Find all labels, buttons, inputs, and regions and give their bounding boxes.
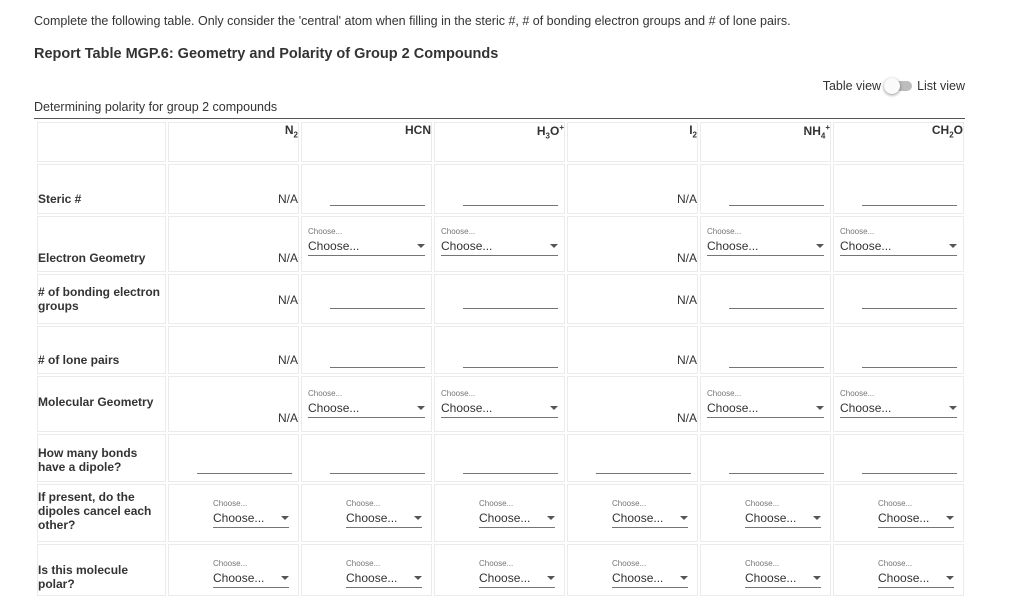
dropdown-arrow-icon xyxy=(550,244,558,248)
dropdown-arrow-icon xyxy=(813,516,821,520)
row-molecular-geometry xyxy=(37,376,964,432)
bonding-groups-input-nh4[interactable] xyxy=(700,274,831,324)
row-label-polar: Is this molecule polar? xyxy=(37,544,166,596)
dipoles-cancel-select-nh4[interactable] xyxy=(700,484,831,542)
dropdown-arrow-icon xyxy=(816,406,824,410)
polar-select-h3o[interactable] xyxy=(434,544,565,596)
row-bonding-groups xyxy=(37,274,964,324)
polar-select-hcn[interactable] xyxy=(301,544,432,596)
row-lone-pairs xyxy=(37,326,964,374)
select-hint: Choose... xyxy=(612,559,647,568)
select-value: Choose... xyxy=(878,511,930,525)
select-value: Choose... xyxy=(213,571,265,585)
select-hint: Choose... xyxy=(441,389,476,398)
dropdown-arrow-icon xyxy=(547,576,555,580)
select-hint: Choose... xyxy=(346,559,381,568)
select-hint: Choose... xyxy=(308,389,343,398)
select-value: Choose... xyxy=(840,239,892,253)
select-hint: Choose... xyxy=(840,389,875,398)
dropdown-arrow-icon xyxy=(417,244,425,248)
bonding-groups-input-ch2o[interactable] xyxy=(833,274,964,324)
dropdown-arrow-icon xyxy=(281,516,289,520)
select-hint: Choose... xyxy=(479,499,514,508)
select-value: Choose... xyxy=(840,401,892,415)
select-value: Choose... xyxy=(479,571,531,585)
select-hint: Choose... xyxy=(707,389,742,398)
select-value: Choose... xyxy=(612,511,664,525)
select-value: Choose... xyxy=(441,239,493,253)
electron-geometry-select-h3o[interactable] xyxy=(434,216,565,272)
na-cell: N/A xyxy=(567,376,698,432)
select-hint: Choose... xyxy=(878,559,913,568)
dipole-bonds-input-ch2o[interactable] xyxy=(833,434,964,482)
dropdown-arrow-icon xyxy=(547,516,555,520)
row-dipole-bonds xyxy=(37,434,964,482)
na-cell: N/A xyxy=(567,216,698,272)
select-value: Choose... xyxy=(707,239,759,253)
electron-geometry-select-ch2o[interactable] xyxy=(833,216,964,272)
dropdown-arrow-icon xyxy=(946,576,954,580)
polar-select-n2[interactable] xyxy=(168,544,299,596)
lone-pairs-input-ch2o[interactable] xyxy=(833,326,964,374)
steric-input-h3o[interactable] xyxy=(434,164,565,214)
select-hint: Choose... xyxy=(707,227,742,236)
select-value: Choose... xyxy=(745,571,797,585)
bonding-groups-input-h3o[interactable] xyxy=(434,274,565,324)
dipole-bonds-input-n2[interactable] xyxy=(168,434,299,482)
lone-pairs-input-nh4[interactable] xyxy=(700,326,831,374)
dropdown-arrow-icon xyxy=(946,516,954,520)
lone-pairs-input-h3o[interactable] xyxy=(434,326,565,374)
steric-input-nh4[interactable] xyxy=(700,164,831,214)
polar-select-i2[interactable] xyxy=(567,544,698,596)
select-hint: Choose... xyxy=(441,227,476,236)
row-label-lone-pairs: # of lone pairs xyxy=(37,326,166,374)
lone-pairs-input-hcn[interactable] xyxy=(301,326,432,374)
steric-input-ch2o[interactable] xyxy=(833,164,964,214)
row-dipoles-cancel xyxy=(37,484,964,542)
dropdown-arrow-icon xyxy=(816,244,824,248)
table-caption: Determining polarity for group 2 compounds xyxy=(34,100,278,114)
col-header-n2: $N_2$ xyxy=(168,122,299,162)
polar-select-nh4[interactable] xyxy=(700,544,831,596)
row-label-electron-geometry: Electron Geometry xyxy=(37,216,166,272)
polarity-table xyxy=(35,120,966,598)
corner-cell xyxy=(37,122,166,162)
table-view-label: Table view xyxy=(822,79,882,93)
row-label-steric: Steric # xyxy=(37,164,166,214)
dipoles-cancel-select-i2[interactable] xyxy=(567,484,698,542)
dipoles-cancel-select-hcn[interactable] xyxy=(301,484,432,542)
dipoles-cancel-select-n2[interactable] xyxy=(168,484,299,542)
dropdown-arrow-icon xyxy=(680,576,688,580)
select-hint: Choose... xyxy=(308,227,343,236)
dipole-bonds-input-i2[interactable] xyxy=(567,434,698,482)
dropdown-arrow-icon xyxy=(414,516,422,520)
header-row xyxy=(37,122,964,162)
na-cell: N/A xyxy=(168,274,299,324)
select-value: Choose... xyxy=(479,511,531,525)
select-value: Choose... xyxy=(308,401,360,415)
col-header-hcn: HCN xyxy=(301,122,432,162)
view-toggle-switch[interactable] xyxy=(884,78,914,94)
select-value: Choose... xyxy=(346,511,398,525)
list-view-label: List view xyxy=(917,79,965,93)
col-header-i2: $I_2$ xyxy=(567,122,698,162)
molecular-geometry-select-hcn[interactable] xyxy=(301,376,432,432)
report-title: Report Table MGP.6: Geometry and Polarity of Group 2 Compounds xyxy=(34,46,499,62)
select-value: Choose... xyxy=(213,511,265,525)
select-hint: Choose... xyxy=(612,499,647,508)
dropdown-arrow-icon xyxy=(813,576,821,580)
col-header-h3o: $H_3O^+$ xyxy=(434,122,565,162)
row-electron-geometry xyxy=(37,216,964,272)
row-label-dipole-bonds: How many bonds have a dipole? xyxy=(37,434,166,482)
select-hint: Choose... xyxy=(213,499,248,508)
select-value: Choose... xyxy=(441,401,493,415)
select-value: Choose... xyxy=(745,511,797,525)
polar-select-ch2o[interactable] xyxy=(833,544,964,596)
na-cell: N/A xyxy=(567,274,698,324)
select-hint: Choose... xyxy=(479,559,514,568)
na-cell: N/A xyxy=(567,326,698,374)
select-hint: Choose... xyxy=(878,499,913,508)
select-hint: Choose... xyxy=(840,227,875,236)
select-value: Choose... xyxy=(878,571,930,585)
dropdown-arrow-icon xyxy=(949,244,957,248)
na-cell: N/A xyxy=(168,326,299,374)
row-label-bonding-groups: # of bonding electron groups xyxy=(37,274,166,324)
row-label-molecular-geometry: Molecular Geometry xyxy=(37,376,166,432)
select-hint: Choose... xyxy=(346,499,381,508)
dropdown-arrow-icon xyxy=(550,406,558,410)
dipole-bonds-input-nh4[interactable] xyxy=(700,434,831,482)
select-value: Choose... xyxy=(707,401,759,415)
row-label-dipoles-cancel: If present, do the dipoles cancel each other? xyxy=(37,484,166,542)
dipole-bonds-input-hcn[interactable] xyxy=(301,434,432,482)
select-hint: Choose... xyxy=(745,499,780,508)
na-cell: N/A xyxy=(168,164,299,214)
na-cell: N/A xyxy=(567,164,698,214)
molecular-geometry-select-nh4[interactable] xyxy=(700,376,831,432)
dipoles-cancel-select-ch2o[interactable] xyxy=(833,484,964,542)
select-value: Choose... xyxy=(308,239,360,253)
select-hint: Choose... xyxy=(213,559,248,568)
dropdown-arrow-icon xyxy=(417,406,425,410)
bonding-groups-input-hcn[interactable] xyxy=(301,274,432,324)
na-cell: N/A xyxy=(168,216,299,272)
electron-geometry-select-hcn[interactable] xyxy=(301,216,432,272)
dipole-bonds-input-h3o[interactable] xyxy=(434,434,565,482)
molecular-geometry-select-h3o[interactable] xyxy=(434,376,565,432)
dropdown-arrow-icon xyxy=(414,576,422,580)
row-polar xyxy=(37,544,964,596)
caption-divider xyxy=(34,118,965,119)
select-value: Choose... xyxy=(346,571,398,585)
molecular-geometry-select-ch2o[interactable] xyxy=(833,376,964,432)
dropdown-arrow-icon xyxy=(281,576,289,580)
electron-geometry-select-nh4[interactable] xyxy=(700,216,831,272)
na-cell: N/A xyxy=(168,376,299,432)
steric-input-hcn[interactable] xyxy=(301,164,432,214)
view-toggle xyxy=(823,78,965,94)
col-header-ch2o: $CH_2O$ xyxy=(833,122,964,162)
dipoles-cancel-select-h3o[interactable] xyxy=(434,484,565,542)
dropdown-arrow-icon xyxy=(949,406,957,410)
dropdown-arrow-icon xyxy=(680,516,688,520)
col-header-nh4: $NH_4^+$ xyxy=(700,122,831,162)
select-value: Choose... xyxy=(612,571,664,585)
row-steric xyxy=(37,164,964,214)
instructions-text: Complete the following table. Only consider the 'central' atom when filling in the steric #, # of bonding electron groups and # of lone pairs. xyxy=(34,14,791,28)
select-hint: Choose... xyxy=(745,559,780,568)
